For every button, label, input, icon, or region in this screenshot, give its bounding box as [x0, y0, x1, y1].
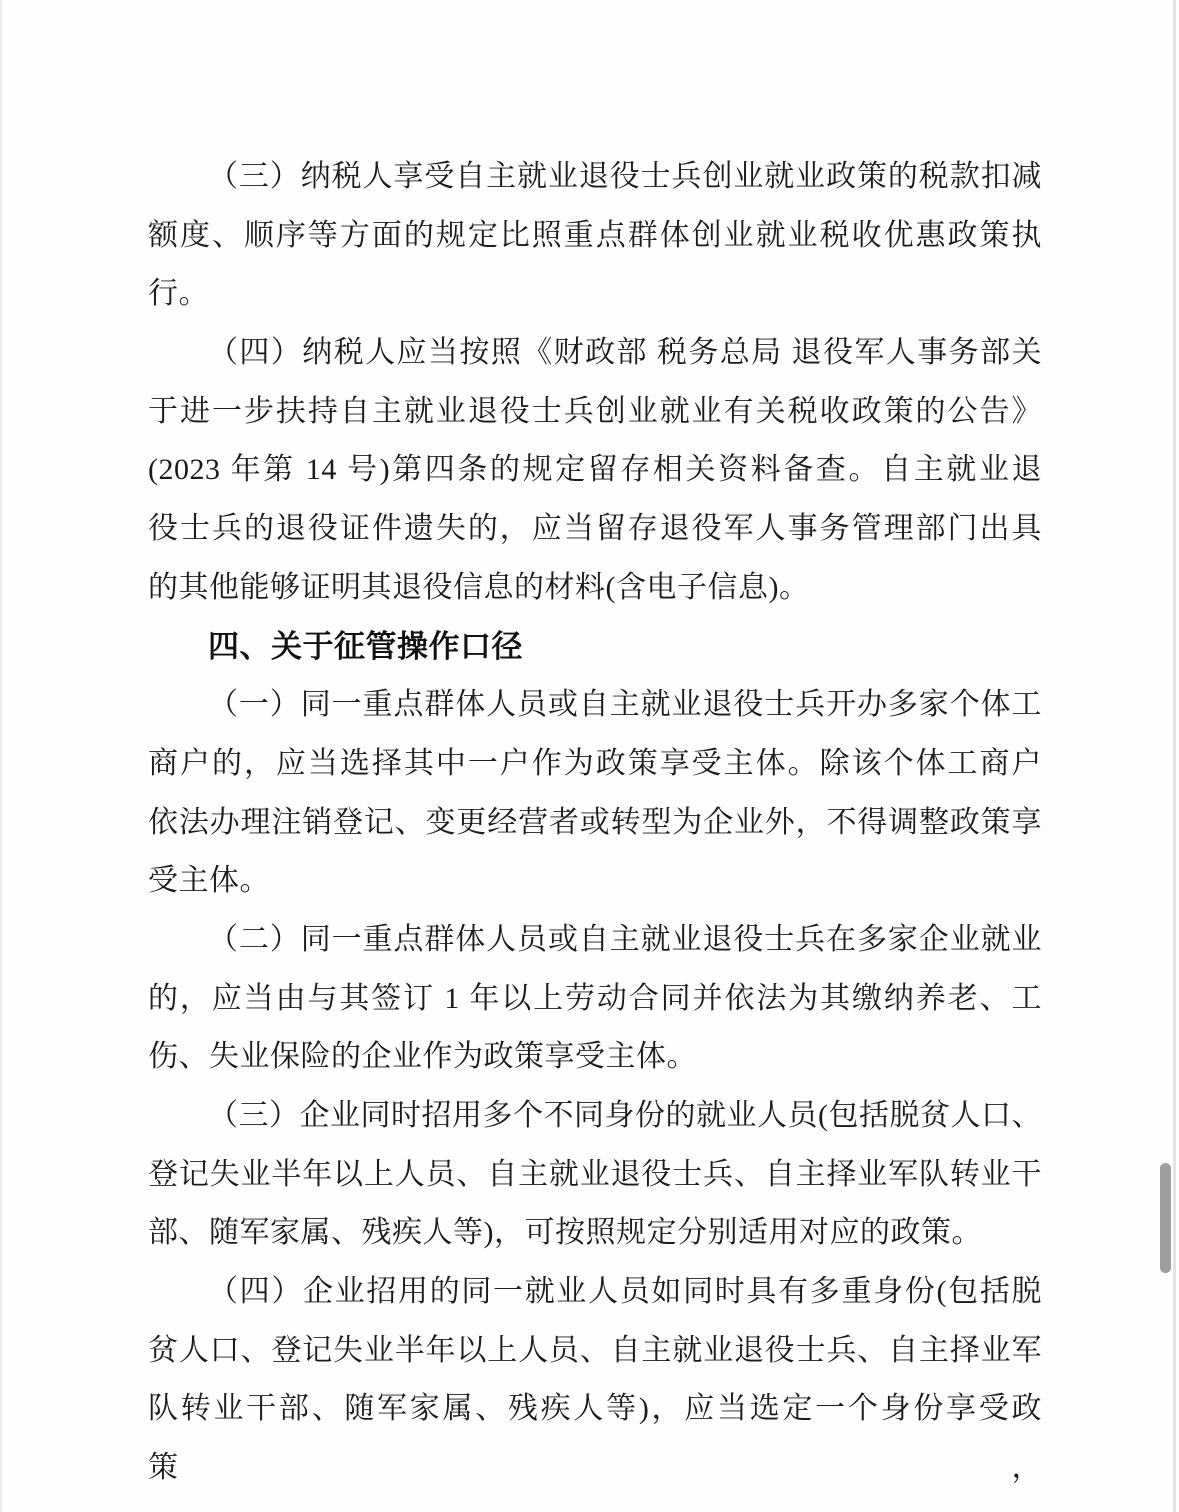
- text-line: 额度、顺序等方面的规定比照重点群体创业就业税收优惠政策执: [148, 218, 1042, 252]
- scrollbar-track-edge: [1173, 0, 1176, 1512]
- text-line: （四）企业招用的同一就业人员如同时具有多重身份(包括脱: [208, 1275, 1042, 1309]
- text-line: 行。: [148, 277, 209, 311]
- text-line: 依法办理注销登记、变更经营者或转型为企业外，不得调整政策享: [148, 805, 1042, 839]
- text-line: 部、随军家属、残疾人等)，可按照规定分别适用对应的政策。: [148, 1216, 982, 1250]
- text-line: 商户的，应当选择其中一户作为政策享受主体。除该个体工商户: [148, 746, 1042, 780]
- text-line: 于进一步扶持自主就业退役士兵创业就业有关税收政策的公告》: [148, 394, 1042, 428]
- text-line: （二）同一重点群体人员或自主就业退役士兵在多家企业就业: [208, 922, 1042, 956]
- document-body: [148, 148, 1042, 1485]
- text-line: （一）同一重点群体人员或自主就业退役士兵开办多家个体工: [208, 688, 1042, 722]
- page-left-edge: [0, 0, 2, 1512]
- section-heading: 四、关于征管操作口径: [208, 628, 523, 664]
- text-line: 的，应当由与其签订 1 年以上劳动合同并依法为其缴纳养老、工: [148, 981, 1042, 1015]
- text-line: 队转业干部、随军家属、残疾人等)，应当选定一个身份享受政策，: [148, 1392, 1042, 1485]
- text-line: (2023 年第 14 号)第四条的规定留存相关资料备查。自主就业退: [148, 453, 1042, 487]
- text-line: 受主体。: [148, 864, 270, 898]
- text-line: 役士兵的退役证件遗失的，应当留存退役军人事务管理部门出具: [148, 512, 1042, 546]
- text-line: （三）纳税人享受自主就业退役士兵创业就业政策的税款扣减: [208, 160, 1042, 193]
- text-line: 的其他能够证明其退役信息的材料(含电子信息)。: [148, 570, 810, 604]
- text-line: 登记失业半年以上人员、自主就业退役士兵、自主择业军队转业干: [148, 1157, 1042, 1191]
- text-line: （三）企业同时招用多个不同身份的就业人员(包括脱贫人口、: [208, 1099, 1042, 1132]
- text-line: 伤、失业保险的企业作为政策享受主体。: [148, 1040, 697, 1074]
- text-line: 贫人口、登记失业半年以上人员、自主就业退役士兵、自主择业军: [148, 1333, 1042, 1367]
- text-line: （四）纳税人应当按照《财政部 税务总局 退役军人事务部关: [208, 336, 1042, 370]
- scrollbar-thumb[interactable]: [1160, 1163, 1171, 1273]
